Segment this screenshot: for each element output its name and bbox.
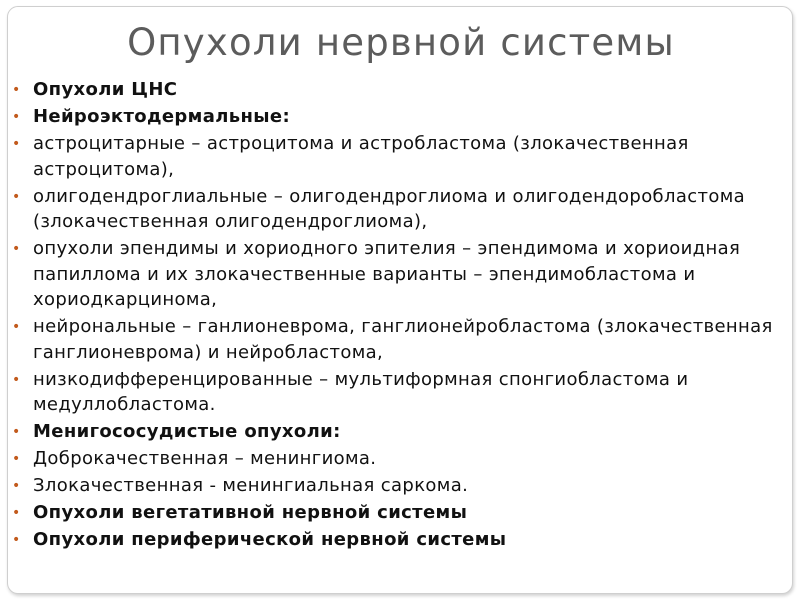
list-item-text: астроцитарные – астроцитома и астробластома (злокачественная астроцитома), <box>33 133 689 180</box>
bullet-icon: • <box>12 241 21 257</box>
list-item-text: Опухоли периферической нервной системы <box>33 529 507 550</box>
list-item <box>11 77 787 103</box>
list-item <box>11 367 787 418</box>
list-item-text: нейрональные – ганлионеврома, ганглионейробластома (злокачественная ганглионеврома) и нейробластома, <box>33 316 773 363</box>
list-item <box>11 236 787 313</box>
slide-frame <box>7 6 793 594</box>
slide-title: Опухоли нервной системы <box>127 21 675 64</box>
list-item-text: олигодендроглиальные – олигодендроглиома и олигодендоробластома (злокачественная олигодендроглиома), <box>33 185 745 232</box>
list-item-text: Злокачественная - менингиальная саркома. <box>33 475 469 496</box>
bullet-icon: • <box>12 371 21 388</box>
list-item <box>11 314 787 365</box>
bullet-icon: • <box>12 505 21 521</box>
bullet-list <box>11 77 787 554</box>
bullet-icon: • <box>12 424 21 440</box>
list-item <box>11 473 787 499</box>
list-item <box>11 184 787 235</box>
bullet-icon: • <box>12 136 21 152</box>
list-item <box>11 527 787 553</box>
list-item-text: низкодифференцированные – мультиформная спонгиобластома и медуллобластома. <box>33 368 689 415</box>
list-item-text: Опухоли вегетативной нервной системы <box>33 502 468 523</box>
bullet-icon: • <box>12 188 21 205</box>
list-item-text: Опухоли ЦНС <box>33 79 178 100</box>
list-item <box>11 446 787 472</box>
list-item-text: опухоли эпендимы и хориодного эпителия – эпендимома и хориоидная папиллома и их злокачественные варианты – эпендимобластома и хориодкарцинома, <box>33 238 741 310</box>
bullet-icon: • <box>12 82 21 98</box>
list-item-text: Нейроэктодермальные: <box>33 106 290 127</box>
bullet-icon: • <box>12 478 21 494</box>
bullet-icon: • <box>12 451 21 467</box>
list-item-text: Менигососудистые опухоли: <box>33 421 341 442</box>
bullet-icon: • <box>12 319 21 335</box>
list-item <box>11 419 787 445</box>
list-item <box>11 104 787 130</box>
list-item-text: Доброкачественная – менингиома. <box>33 448 377 469</box>
bullet-icon: • <box>12 532 21 548</box>
bullet-icon: • <box>12 109 21 125</box>
list-item <box>11 131 787 182</box>
list-item <box>11 500 787 526</box>
